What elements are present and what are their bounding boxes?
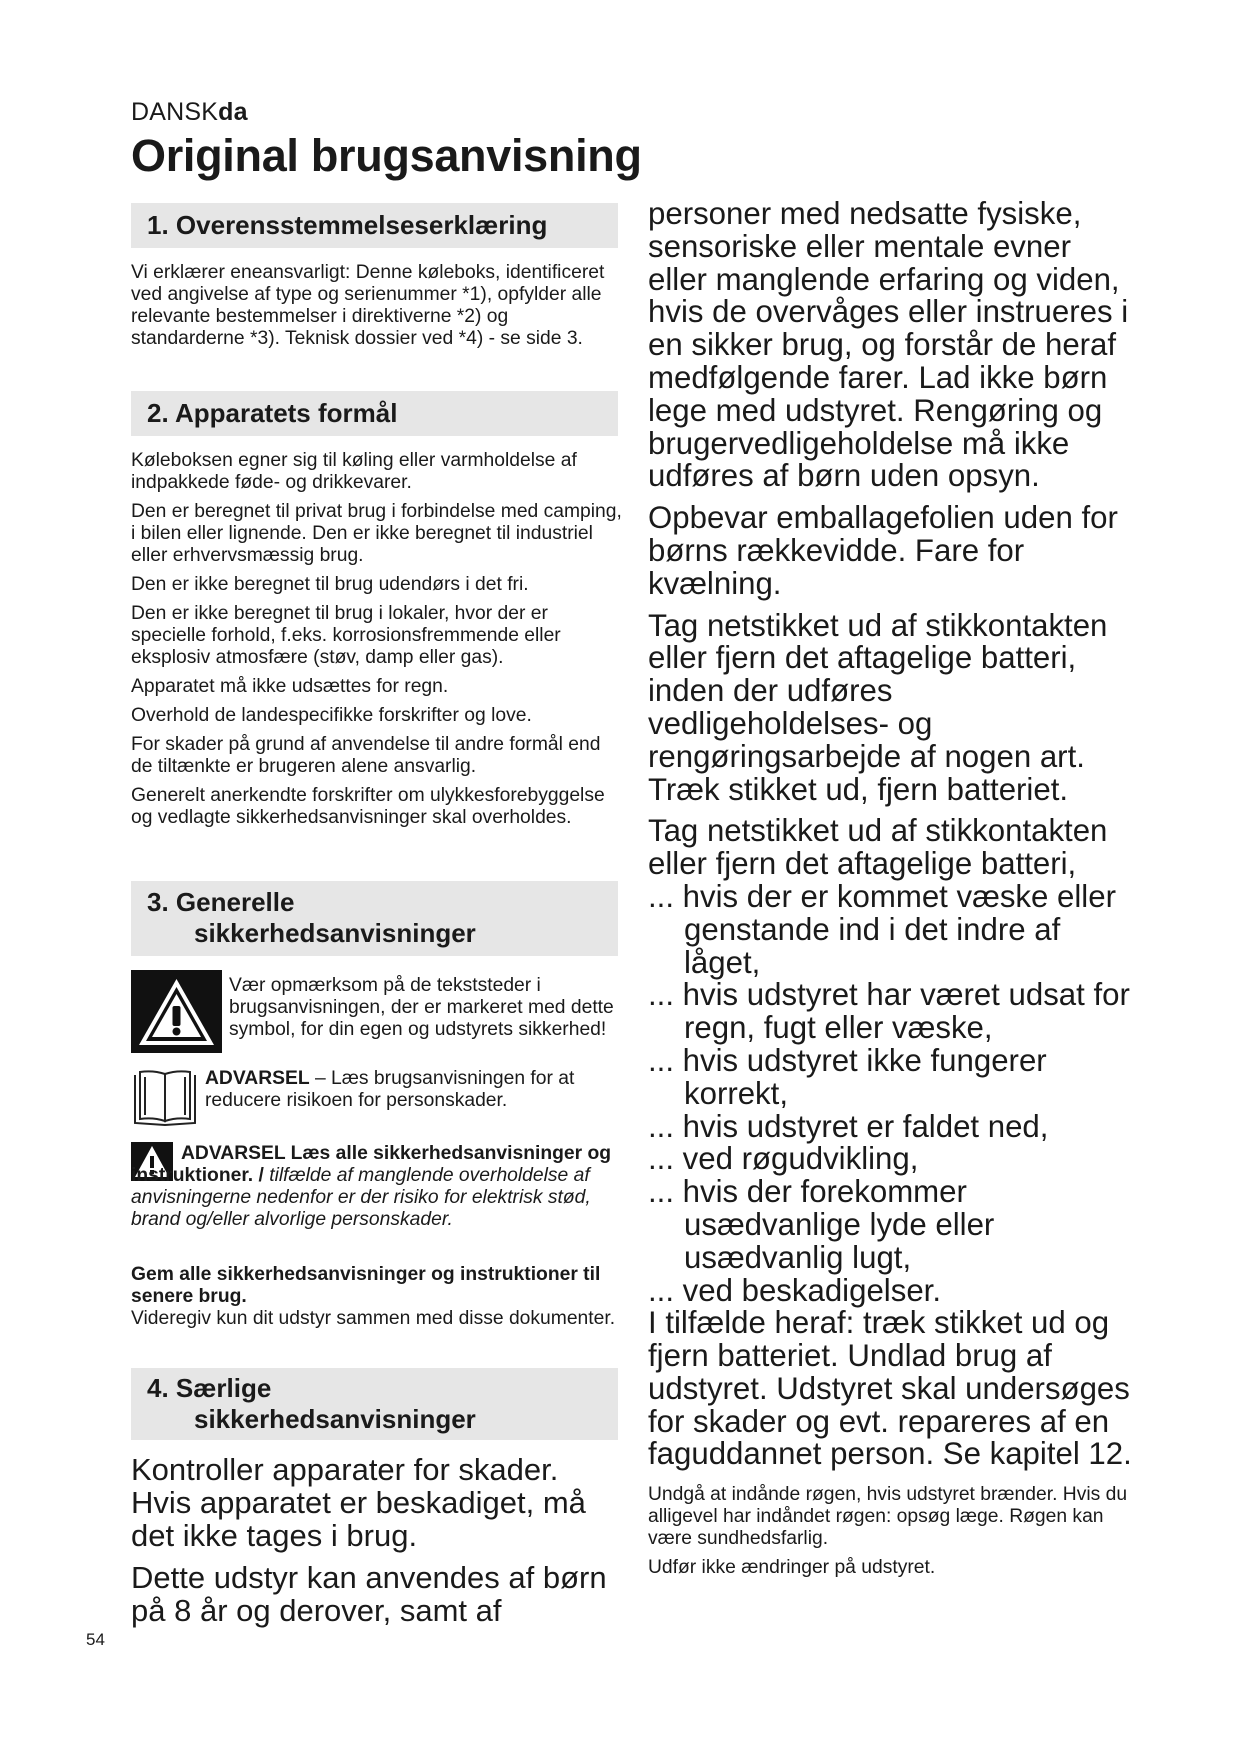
list-item: ... ved røgudvikling, [648, 1141, 919, 1177]
read-manual-note: ADVARSEL – Læs brugsanvisningen for at reducere risikoen for personskader. [205, 1068, 575, 1111]
general-warning: ADVARSEL Læs alle sikkerhedsanvisninger og instruktioner. / tilfælde af manglende overholdelse af anvisningerne nedenfor er der risiko for elektrisk stød, brand og/eller alvorlige personskader. [131, 1143, 612, 1230]
special-safety-text [131, 1453, 618, 1636]
paragraph: Udfør ikke ændringer på udstyret. [648, 1557, 936, 1578]
paragraph: Tag netstikket ud af stikkontakten eller fjern det aftagelige batteri, [648, 813, 1108, 882]
warning-triangle-icon [131, 970, 222, 1053]
paragraph: personer med nedsatte fysiske, sensoriske eller mentale evner eller manglende erfaring og viden, hvis de overvåges eller instrueres i en sikker brug, og forstår de heraf medfølgende farer. Lad ikke børn lege med udstyret. Rengøring og brugervedligeholdelse må ikke udføres af børn uden opsyn. [648, 196, 1129, 494]
paragraph: Overhold de landespecifikke forskrifter og love. [131, 705, 532, 726]
paragraph: Generelt anerkendte forskrifter om ulykkesforebyggelse og vedlagte sikkerhedsanvisninger skal overholdes. [131, 785, 605, 828]
section-heading-4: 4. Særlige sikkerhedsanvisninger [131, 1368, 618, 1440]
manual-book-icon [131, 1067, 199, 1129]
paragraph: I tilfælde heraf: træk stikket ud og fjern batteriet. Undlad brug af udstyret. Udstyret skal undersøges for skader og evt. repareres af en faguddannet person. Se kapitel 12. [648, 1305, 1132, 1472]
list-item: ... hvis udstyret har været udsat for regn, fugt eller væske, [648, 977, 1130, 1046]
symbol-note: Vær opmærksom på de tekststeder i brugsanvisningen, der er markeret med dette symbol, for din egen og udstyrets sikkerhed! [229, 975, 614, 1040]
paragraph: Den er beregnet til privat brug i forbindelse med camping, i bilen eller lignende. Den er ikke beregnet til industriel eller erhvervsmæssig brug. [131, 501, 622, 566]
paragraph: Køleboksen egner sig til køling eller varmholdelse af indpakkede føde- og drikkevarer. [131, 450, 577, 493]
list-item: ... hvis udstyret er faldet ned, [648, 1108, 1049, 1144]
section-heading-1: 1. Overensstemmelseserklæring [131, 203, 618, 248]
paragraph: Den er ikke beregnet til brug udendørs i det fri. [131, 574, 529, 595]
language-label: DANSKda [131, 98, 248, 126]
paragraph: For skader på grund af anvendelse til andre formål end de tiltænkte er brugeren alene ansvarlig. [131, 734, 601, 777]
page-title: Original brugsanvisning [131, 130, 642, 181]
list-item: ... hvis udstyret ikke fungerer korrekt, [648, 1042, 1047, 1111]
page-number: 54 [86, 1630, 105, 1649]
purpose-text [131, 450, 623, 836]
paragraph: Den er ikke beregnet til brug i lokaler, hvor der er specielle forhold, f.eks. korrosionsfremmende eller eksplosiv atmosfære (støv, damp eller gas). [131, 603, 561, 668]
paragraph: Kontroller apparater for skader. Hvis apparatet er beskadiget, må det ikke tages i brug. [131, 1452, 586, 1553]
paragraph: Dette udstyr kan anvendes af børn på 8 år og derover, samt af [131, 1560, 607, 1628]
declaration-text: Vi erklærer eneansvarligt: Denne køleboks, identificeret ved angivelse af type og serienummer *1), opfylder alle relevante bestemmelser i direktiverne *2) og standarderne *3). Teknisk dossier ved *4) - se side 3. [131, 262, 605, 349]
paragraph: Tag netstikket ud af stikkontakten eller fjern det aftagelige batteri, inden der udføres vedligeholdelses- og rengøringsarbejde af nogen art. Træk stikket ud, fjern batteriet. [648, 607, 1108, 807]
paragraph: Opbevar emballagefolien uden for børns rækkevidde. Fare for kvælning. [648, 500, 1118, 601]
paragraph: Apparatet må ikke udsættes for regn. [131, 676, 449, 697]
right-column-small [648, 1484, 1138, 1586]
section-heading-3: 3. Generelle sikkerhedsanvisninger [131, 881, 618, 956]
keep-instructions: Gem alle sikkerhedsanvisninger og instruktioner til senere brug. Videregiv kun dit udstyr sammen med disse dokumenter. [131, 1264, 616, 1329]
paragraph: Undgå at indånde røgen, hvis udstyret brænder. Hvis du alligevel har indåndet røgen: opsøg læge. Røgen kan være sundhedsfarlig. [648, 1484, 1128, 1549]
list-item: ... hvis der er kommet væske eller genstande ind i det indre af låget, [648, 878, 1116, 980]
right-column [648, 198, 1138, 1480]
list-item: ... hvis der forekommer usædvanlige lyde eller usædvanlig lugt, [648, 1174, 995, 1275]
list-item: ... ved beskadigelser. [648, 1272, 941, 1308]
section-heading-2: 2. Apparatets formål [131, 391, 618, 436]
